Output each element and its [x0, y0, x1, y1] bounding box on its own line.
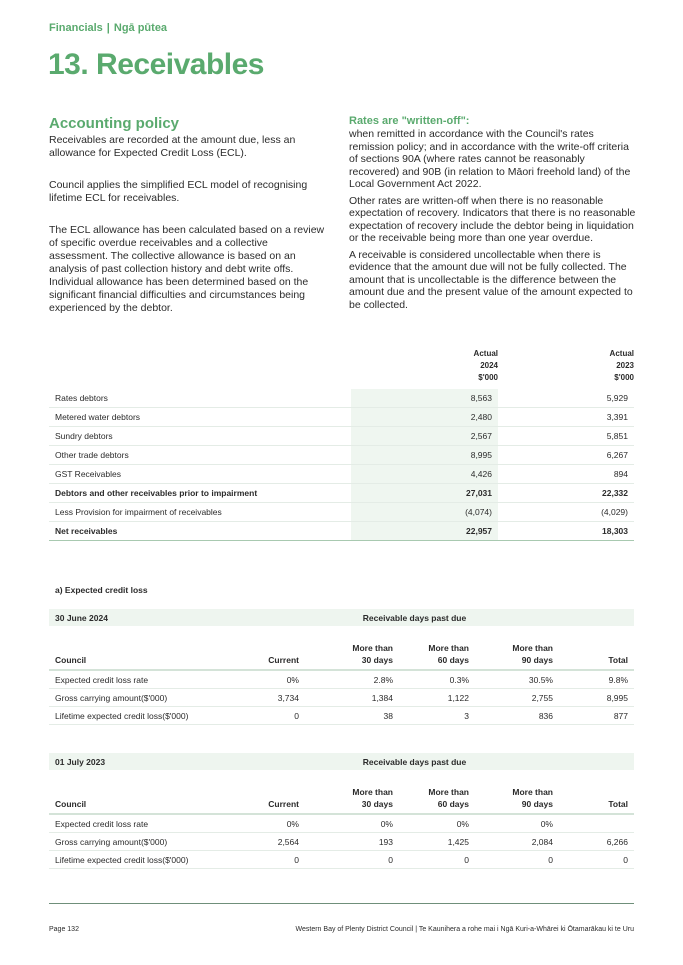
- total-row: Net receivables 22,957 18,303: [49, 522, 634, 541]
- ecl-title: a) Expected credit loss: [55, 585, 148, 595]
- section-label-en: Financials: [49, 22, 103, 34]
- policy-right-column: [349, 115, 637, 315]
- col-2023-unit: $'000: [614, 372, 634, 382]
- footer-divider: [49, 903, 634, 904]
- policy-paragraph: Receivables are recorded at the amount due, less an allowance for Expected Credit Loss (ECL).: [49, 134, 296, 159]
- col-total: Total: [553, 770, 634, 814]
- table-row: GST Receivables 4,426 894: [49, 465, 634, 484]
- table-row: Less Provision for impairment of receivables (4,074) (4,029): [49, 503, 634, 522]
- rates-written-off-heading: Rates are "written-off":: [349, 115, 470, 127]
- policy-paragraph: The ECL allowance has been calculated based on a review of specific overdue receivables and a collective assessment. The collective allowance is based on an analysis of past collection history and debt write offs. Individual allowance has been determined based on the significant financial difficulties and circumstances being experienced by the debtor.: [49, 224, 325, 314]
- section-label: [49, 22, 167, 34]
- accounting-policy-heading: Accounting policy: [49, 115, 180, 132]
- col-30-days: More than 30 days: [299, 770, 393, 814]
- table-row: Metered water debtors 2,480 3,391: [49, 408, 634, 427]
- ecl-span-label: Receivable days past due: [215, 609, 634, 626]
- table-row: Expected credit loss rate 0% 0% 0% 0%: [49, 814, 634, 833]
- col-90-days: More than 90 days: [469, 770, 553, 814]
- col-90-days: More than 90 days: [469, 626, 553, 670]
- subtotal-row: Debtors and other receivables prior to impairment 27,031 22,332: [49, 484, 634, 503]
- section-label-mi: Ngā pūtea: [113, 22, 168, 34]
- col-30-days: More than 30 days: [299, 626, 393, 670]
- table-row: Rates debtors 8,563 5,929: [49, 389, 634, 408]
- col-2023-actual: Actual: [609, 348, 634, 358]
- page-title: 13. Receivables: [48, 48, 264, 81]
- table-row: Lifetime expected credit loss($'000) 0 38 3 836 877: [49, 707, 634, 725]
- ecl-table-2024: [49, 609, 634, 725]
- page-number: Page 132: [49, 926, 79, 933]
- col-2024-year: 2024: [480, 360, 498, 370]
- receivables-table: [49, 335, 634, 541]
- policy-paragraph: A receivable is considered uncollectable when there is evidence that the amount due will not be fully collected. The amount that is uncollectable is the difference between the amount due and the present value of the amount expected to be collected.: [349, 248, 633, 311]
- col-2024-unit: $'000: [478, 372, 498, 382]
- table-row: Other trade debtors 8,995 6,267: [49, 446, 634, 465]
- policy-left-column: [49, 134, 329, 334]
- col-council: Council: [49, 770, 215, 814]
- policy-paragraph: Council applies the simplified ECL model of recognising lifetime ECL for receivables.: [49, 179, 308, 204]
- table-row: Gross carrying amount($'000) 3,734 1,384 1,122 2,755 8,995: [49, 689, 634, 707]
- ecl-date: 01 July 2023: [49, 753, 215, 770]
- table-row: Lifetime expected credit loss($'000) 0 0 0 0 0: [49, 851, 634, 869]
- col-60-days: More than 60 days: [393, 626, 469, 670]
- section-label-separator: |: [106, 22, 110, 34]
- col-total: Total: [553, 626, 634, 670]
- policy-paragraph: when remitted in accordance with the Council's rates remission policy; and in accordance with the write-off criteria of sections 90A (where rates cannot be reasonably recovered) and 90B (in relation to Māori freehold land) of the Local Government Act 2022.: [349, 128, 631, 190]
- ecl-date: 30 June 2024: [49, 609, 215, 626]
- col-current: Current: [215, 770, 299, 814]
- col-60-days: More than 60 days: [393, 770, 469, 814]
- col-council: Council: [49, 626, 215, 670]
- col-2024-actual: Actual: [473, 348, 498, 358]
- col-2023-year: 2023: [616, 360, 634, 370]
- policy-paragraph: Other rates are written-off when there is no reasonable expectation of recovery. Indicators that there is no reasonable expectation of recovery include the debtor being in liquidation or the receivable being more than one year overdue.: [349, 194, 636, 244]
- table-row: Gross carrying amount($'000) 2,564 193 1,425 2,084 6,266: [49, 833, 634, 851]
- table-row: Expected credit loss rate 0% 2.8% 0.3% 30.5% 9.8%: [49, 670, 634, 689]
- ecl-span-label: Receivable days past due: [215, 753, 634, 770]
- col-current: Current: [215, 626, 299, 670]
- ecl-table-2023: [49, 753, 634, 869]
- table-row: Sundry debtors 2,567 5,851: [49, 427, 634, 446]
- footer-publisher: Western Bay of Plenty District Council | Te Kaunihera a rohe mai i Ngā Kuri-a-Whārei ki Ōtamarākau ki te Uru: [295, 926, 634, 933]
